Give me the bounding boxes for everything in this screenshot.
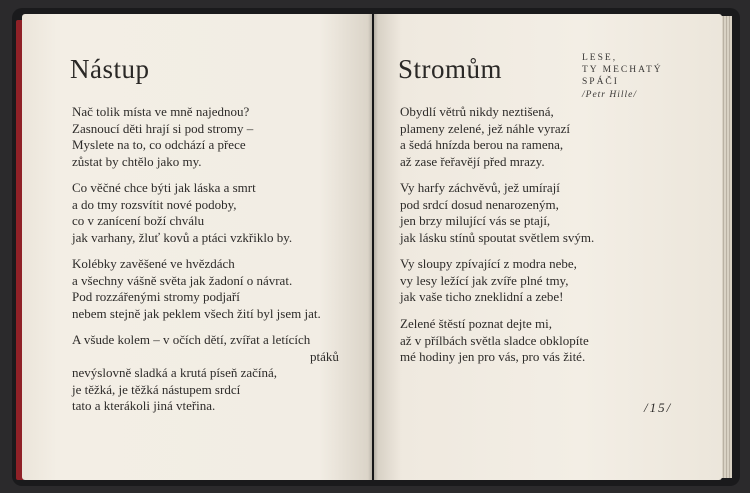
stanza	[72, 332, 339, 415]
book-gutter	[368, 14, 378, 480]
verse-line: až v přílbách světla sladce obklopíte	[400, 332, 589, 348]
verse-line: Myslete na to, co odchází a přece	[72, 137, 246, 153]
verse-line: jen brzy milující vás se ptají,	[400, 213, 551, 229]
stanza	[400, 104, 570, 170]
verse-line: mé hodiny jen pro vás, pro vás žité.	[400, 349, 586, 365]
verse-line: plameny zelené, jež náhle vyrazí	[400, 120, 570, 136]
verse-line: A všude kolem – v očích dětí, zvířat a letících	[72, 332, 311, 347]
page-title: Nástup	[70, 54, 150, 84]
stanza	[72, 256, 321, 322]
verse-line: Obydlí větrů nikdy neztišená,	[400, 104, 554, 119]
verse-line: jak lásku stínů spoutat světlem svým.	[400, 229, 595, 245]
verse-line: Co věčné chce býti jak láska a smrt	[72, 180, 256, 195]
verse-line-continuation: ptáků	[310, 348, 339, 364]
left-page	[22, 14, 372, 480]
verse-line: Zelené štěstí poznat dejte mi,	[400, 316, 552, 331]
verse-line: jak varhany, žluť kovů a ptáci vzkřiklo by.	[72, 229, 293, 245]
verse-line: Zasnoucí děti hrají si pod stromy –	[72, 120, 254, 136]
epigraph-author: /Petr Hille/	[582, 90, 638, 100]
epigraph	[582, 52, 663, 101]
verse-line: až zase řeřavějí před mrazy.	[400, 153, 545, 169]
verse-line: nevýslovně sladká a krutá píseň začíná,	[72, 365, 278, 381]
stanza	[72, 104, 253, 170]
verse-line: zůstat by chtělo jako my.	[72, 153, 202, 169]
stanza	[400, 316, 589, 366]
verse-line: a všechny vášně světa jak žadoní o návrat.	[72, 272, 293, 288]
epigraph-line: LESE,	[582, 53, 618, 63]
verse-line: a do tmy rozsvítit nové podoby,	[72, 196, 237, 212]
verse-line: pod srdcí dosud nenarozeným,	[400, 196, 559, 212]
verse-line: je těžká, je těžká nástupem srdcí	[72, 381, 241, 397]
stanza	[72, 180, 292, 246]
verse-line: tato a kterákoli jiná vteřina.	[72, 398, 216, 414]
right-page	[374, 14, 722, 480]
verse-line: Pod rozzářenými stromy podjaří	[72, 289, 240, 305]
verse-line: Kolébky zavěšené ve hvězdách	[72, 256, 235, 271]
verse-line: Nač tolik místa ve mně najednou?	[72, 104, 250, 119]
page-number: /15/	[644, 400, 673, 415]
verse-line: jak vaše ticho zneklidní a zebe!	[400, 289, 564, 305]
verse-line: Vy harfy záchvěvů, jež umírají	[400, 180, 560, 195]
verse-line: a šedá hnízda berou na ramena,	[400, 137, 564, 153]
verse-line: Vy sloupy zpívající z modra nebe,	[400, 256, 577, 271]
verse-line: nebem stejně jak peklem všech žití byl jsem jat.	[72, 305, 321, 321]
verse-line: vy lesy ležící jak zvíře plné tmy,	[400, 272, 569, 288]
stanza	[400, 180, 594, 246]
page-title: Stromům	[398, 54, 503, 84]
stanza	[400, 256, 577, 306]
epigraph-line: TY MECHATÝ	[582, 65, 663, 75]
epigraph-line: SPÁČI	[582, 77, 619, 87]
verse-line: co v zanícení boží chválu	[72, 213, 205, 229]
